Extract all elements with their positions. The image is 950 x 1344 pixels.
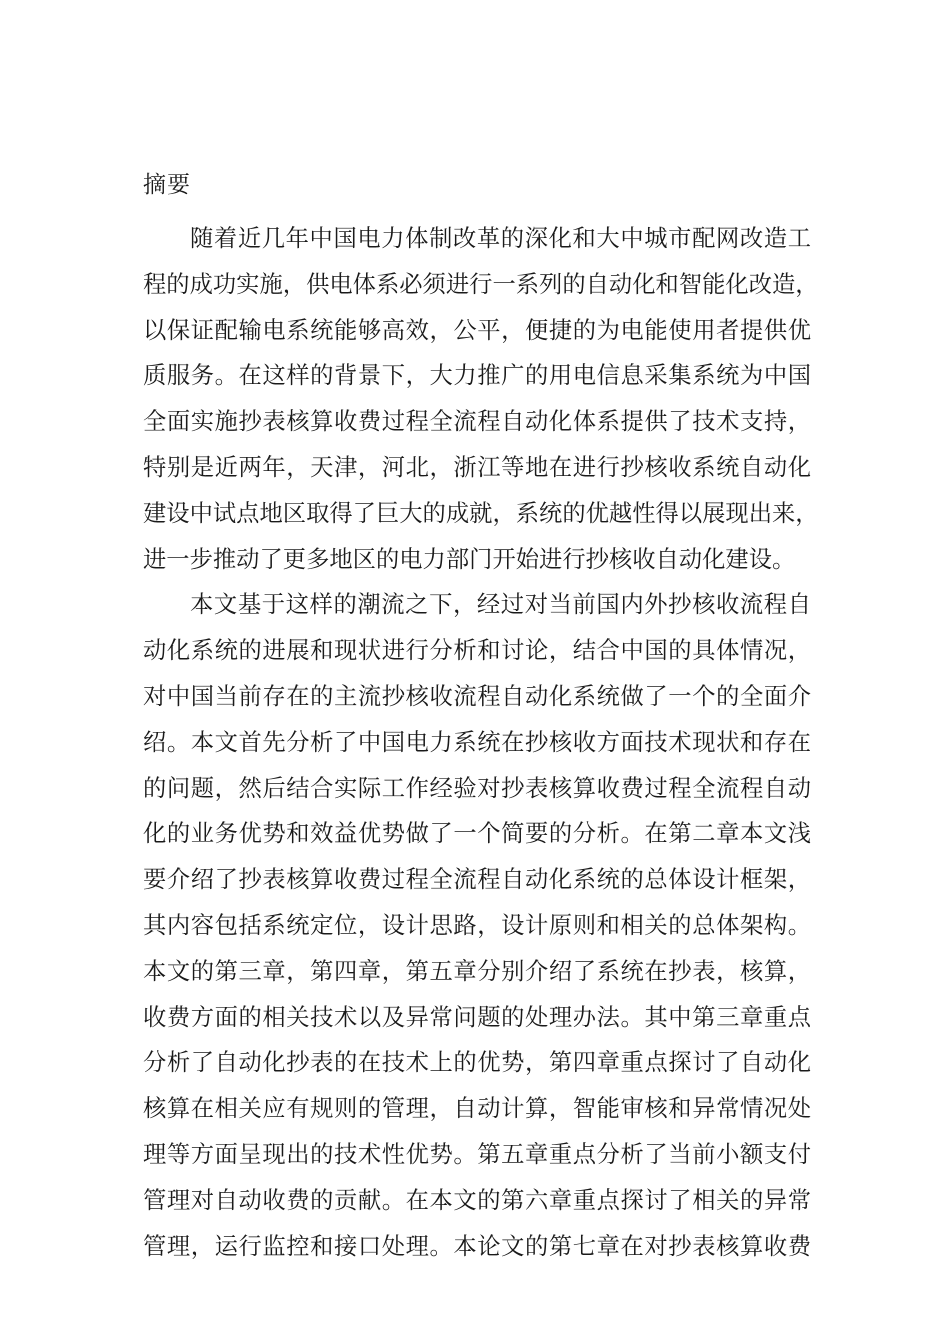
- text-line: 以保证配输电系统能够高效，公平，便捷的为电能使用者提供优: [143, 316, 811, 344]
- text-line: 进一步推动了更多地区的电力部门开始进行抄核收自动化建设。: [143, 545, 796, 573]
- text-line: 质服务。在这样的背景下，大力推广的用电信息采集系统为中国: [143, 362, 811, 390]
- abstract-heading: 摘要: [143, 172, 191, 198]
- text-line: 化的业务优势和效益优势做了一个简要的分析。在第二章本文浅: [143, 820, 811, 848]
- text-line: 理等方面呈现出的技术性优势。第五章重点分析了当前小额支付: [143, 1140, 811, 1168]
- paragraph-1: [143, 216, 819, 582]
- text-line: 分析了自动化抄表的在技术上的优势，第四章重点探讨了自动化: [143, 1049, 811, 1077]
- text-line: 的问题，然后结合实际工作经验对抄表核算收费过程全流程自动: [143, 774, 811, 802]
- paragraph-2: [143, 582, 811, 1269]
- text-line: 随着近几年中国电力体制改革的深化和大中城市配网改造工: [190, 225, 811, 252]
- text-line: 建设中试点地区取得了巨大的成就，系统的优越性得以展现出来，: [143, 499, 819, 527]
- text-line: 管理，运行监控和接口处理。本论文的第七章在对抄表核算收费: [143, 1232, 811, 1260]
- text-line: 特别是近两年，天津，河北，浙江等地在进行抄核收系统自动化: [143, 453, 811, 481]
- text-line: 要介绍了抄表核算收费过程全流程自动化系统的总体设计框架，: [143, 866, 811, 894]
- text-line: 其内容包括系统定位，设计思路，设计原则和相关的总体架构。: [143, 911, 811, 939]
- text-line: 绍。本文首先分析了中国电力系统在抄核收方面技术现状和存在: [143, 728, 811, 756]
- text-line: 对中国当前存在的主流抄核收流程自动化系统做了一个的全面介: [143, 682, 811, 710]
- text-line: 管理对自动收费的贡献。在本文的第六章重点探讨了相关的异常: [143, 1186, 811, 1214]
- text-line: 收费方面的相关技术以及异常问题的处理办法。其中第三章重点: [143, 1003, 811, 1031]
- text-line: 动化系统的进展和现状进行分析和讨论，结合中国的具体情况，: [143, 637, 811, 665]
- text-line: 本文基于这样的潮流之下，经过对当前国内外抄核收流程自: [190, 591, 811, 619]
- text-line: 程的成功实施，供电体系必须进行一系列的自动化和智能化改造，: [143, 270, 819, 298]
- abstract-body: [143, 216, 819, 1269]
- text-line: 核算在相关应有规则的管理，自动计算，智能审核和异常情况处: [143, 1095, 811, 1123]
- text-line: 全面实施抄表核算收费过程全流程自动化体系提供了技术支持，: [143, 408, 811, 436]
- text-line: 本文的第三章，第四章，第五章分别介绍了系统在抄表，核算，: [143, 957, 811, 985]
